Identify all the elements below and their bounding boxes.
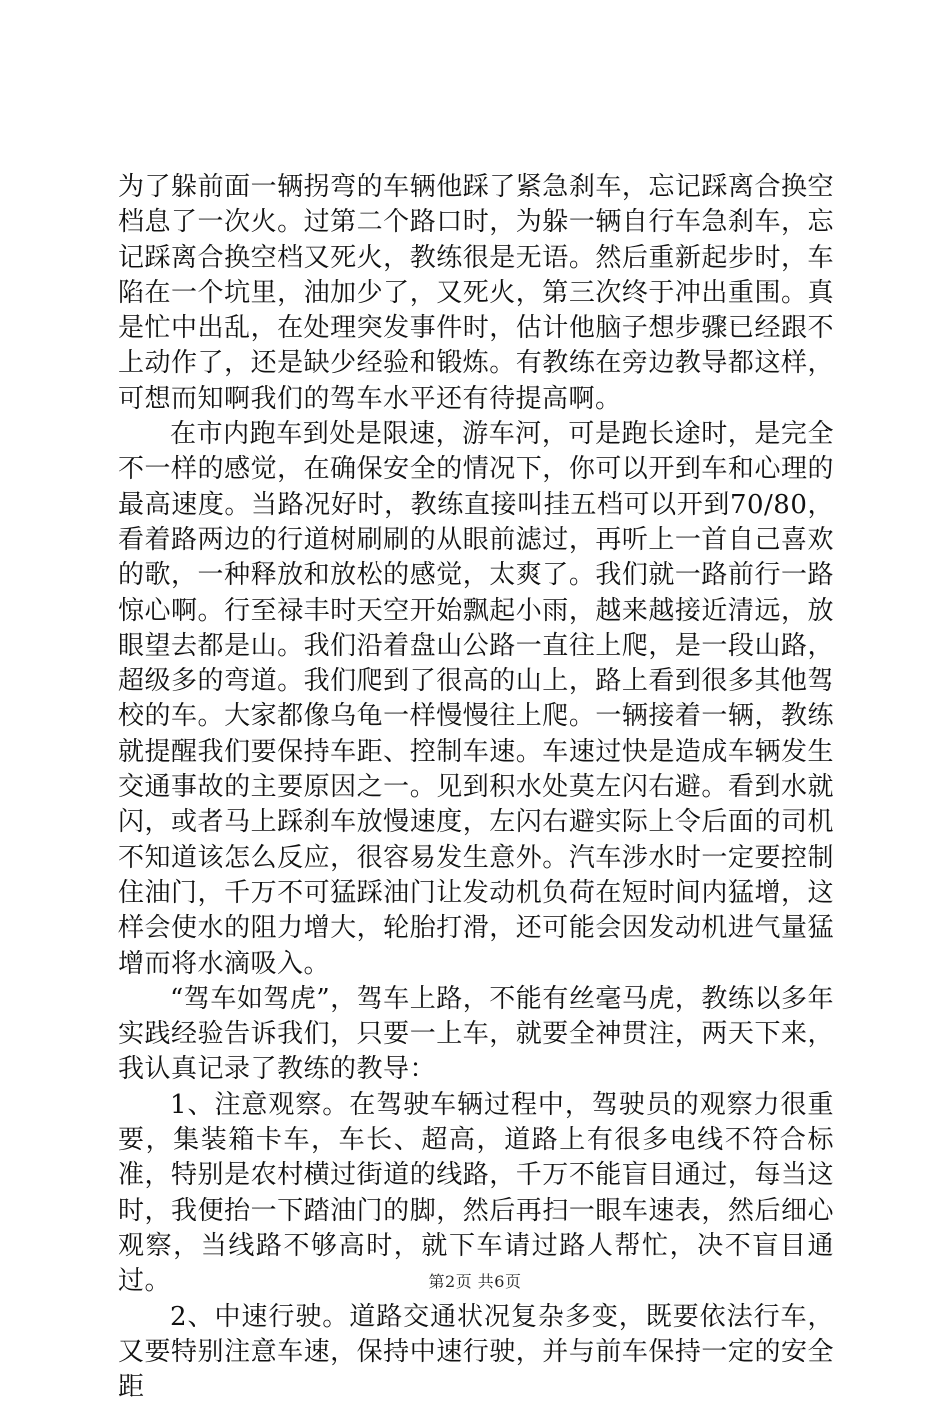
- paragraph-tip-medium-speed: 2、中速行驶。道路交通状况复杂多变，既要依法行车，又要特别注意车速，保持中速行驶，并与前车保持一定的安全距: [118, 1300, 834, 1405]
- paragraph-continuation: 为了躲前面一辆拐弯的车辆他踩了紧急刹车，忘记踩离合换空档息了一次火。过第二个路口时，为躲一辆自行车急刹车，忘记踩离合换空档又死火，教练很是无语。然后重新起步时，车陷在一个坑里，油加少了，又死火，第三次终于冲出重围。真是忙中出乱，在处理突发事件时，估计他脑子想步骤已经跟不上动作了，还是缺少经验和锻炼。有教练在旁边教导都这样，可想而知啊我们的驾车水平还有待提高啊。: [118, 170, 834, 417]
- paragraph-tip-observe: 1、注意观察。在驾驶车辆过程中，驾驶员的观察力很重要，集装箱卡车，车长、超高，道路上有很多电线不符合标准，特别是农村横过街道的线路，千万不能盲目通过，每当这时，我便抬一下踏油门的脚，然后再扫一眼车速表，然后细心观察，当线路不够高时，就下车请过路人帮忙，决不盲目通过。: [118, 1088, 834, 1300]
- document-body: [118, 170, 834, 1405]
- paragraph-driving-like-tiger: “驾车如驾虎”，驾车上路，不能有丝毫马虎，教练以多年实践经验告诉我们，只要一上车，就要全神贯注，两天下来，我认真记录了教练的教导：: [118, 982, 834, 1088]
- page-number-footer: 第2页 共6页: [0, 1272, 950, 1292]
- paragraph-long-distance-driving: 在市内跑车到处是限速，游车河，可是跑长途时，是完全不一样的感觉，在确保安全的情况下，你可以开到车和心理的最高速度。当路况好时，教练直接叫挂五档可以开到70/80，看着路两边的行道树刷刷的从眼前滤过，再听上一首自己喜欢的歌，一种释放和放松的感觉，太爽了。我们就一路前行一路惊心啊。行至禄丰时天空开始飘起小雨，越来越接近清远，放眼望去都是山。我们沿着盘山公路一直往上爬，是一段山路，超级多的弯道。我们爬到了很高的山上，路上看到很多其他驾校的车。大家都像乌龟一样慢慢往上爬。一辆接着一辆，教练就提醒我们要保持车距、控制车速。车速过快是造成车辆发生交通事故的主要原因之一。见到积水处莫左闪右避。看到水就闪，或者马上踩刹车放慢速度，左闪右避实际上令后面的司机不知道该怎么反应，很容易发生意外。汽车涉水时一定要控制住油门，千万不可猛踩油门让发动机负荷在短时间内猛增，这样会使水的阻力增大，轮胎打滑，还可能会因发动机进气量猛增而将水滴吸入。: [118, 417, 834, 982]
